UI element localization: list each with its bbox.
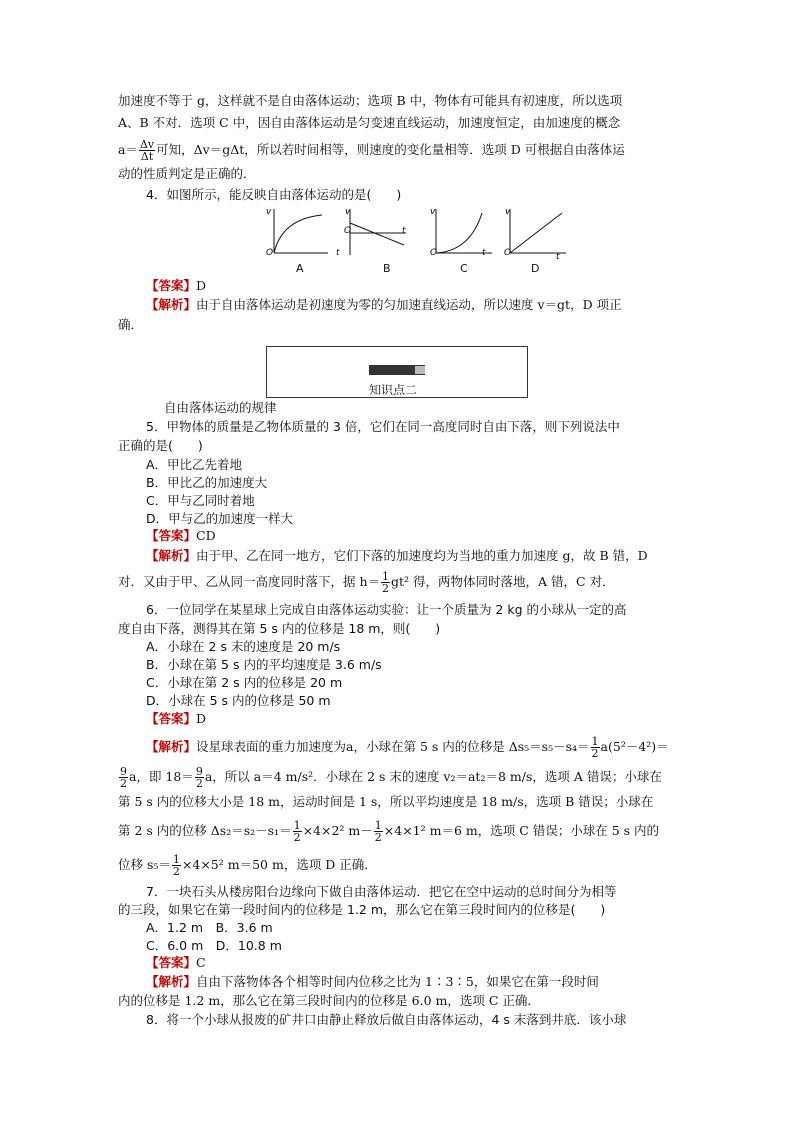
- question-4: 4．如图所示，能反映自由落体运动的是( ): [146, 187, 402, 202]
- explanation-4: 【解析】由于自由落体运动是初速度为零的匀加速直线运动，所以速度 v＝gt，D 项正: [146, 297, 622, 312]
- answer-7: 【答案】C: [146, 955, 206, 970]
- question-6: 6．一位同学在某星球上完成自由落体运动实验：让一个质量为 2 kg 的小球从一定的高: [146, 602, 627, 617]
- fraction: $\frac{1}{2}$: [591, 735, 599, 760]
- section-title: 自由落体运动的规律: [164, 400, 277, 415]
- answer-6: 【答案】D: [146, 711, 207, 726]
- text-line: 度自由下落，测得其在第 5 s 内的位移是 18 m，则( ): [118, 621, 441, 636]
- fraction: $\frac{1}{2}$: [293, 819, 301, 844]
- fraction: $\frac{9}{2}$: [120, 765, 127, 790]
- axis-t-label: t: [402, 226, 406, 236]
- axis-t-label: t: [482, 248, 486, 258]
- explanation-tag: 【解析】: [146, 297, 197, 312]
- axis-origin-label: O: [504, 248, 512, 258]
- axis-origin-label: O: [344, 226, 352, 236]
- options-cd: C．6.0 m D．10.8 m: [146, 938, 282, 953]
- answer-tag: 【答案】: [146, 528, 197, 543]
- answer-tag: 【答案】: [146, 278, 197, 293]
- text-line: 确．: [118, 317, 144, 332]
- explanation-tag: 【解析】: [146, 974, 197, 989]
- axis-v-label: v: [345, 207, 351, 217]
- axis-t-label: t: [336, 248, 340, 258]
- text-line: 加速度不等于 g，这样就不是自由落体运动；选项 B 中，物体有可能具有初速度，所以选项: [118, 93, 623, 108]
- answer-4: 【答案】D: [146, 278, 207, 293]
- text-line: 的三段，如果它在第一段时间内的位移是 1.2 m，那么它在第三段时间内的位移是( ): [118, 902, 606, 917]
- text-line: 动的性质判定是正确的．: [118, 166, 256, 181]
- option-a: A．小球在 2 s 末的速度是 20 m/s: [146, 639, 341, 654]
- axis-v-label: v: [505, 207, 511, 217]
- answer-tag: 【答案】: [146, 955, 197, 970]
- graph-label-b: B: [383, 262, 391, 275]
- option-a: A．甲比乙先着地: [146, 457, 243, 472]
- explanation-6: 【解析】设星球表面的重力加速度为a，小球在第 5 s 内的位移是 Δs₅＝s₅－s₄＝ $\frac{1}{2}$ a(5²－4²)＝: [146, 735, 669, 760]
- text-line: 对．又由于甲、乙从同一高度同时落下，据 h＝ $\frac{1}{2}$ gt² 得，两物体同时落地，A 错，C 对．: [118, 570, 615, 595]
- explanation-tag: 【解析】: [146, 739, 197, 754]
- text-line: a＝ $\frac{\Delta v}{\Delta t}$ 可知，Δv＝gΔt，所以若时间相等，则速度的变化量相等．选项 D 可根据自由落体运: [118, 138, 625, 163]
- section-label: 知识点二: [369, 383, 418, 397]
- answer-5: 【答案】CD: [146, 528, 216, 543]
- explanation-7: 【解析】自由下落物体各个相等时间内位移之比为 1∶3∶5，如果它在第一段时间: [146, 974, 599, 989]
- option-d: D．小球在 5 s 内的位移是 50 m: [146, 693, 331, 708]
- text-line: 第 2 s 内的位移 Δs₂＝s₂－s₁＝ $\frac{1}{2}$ ×4×2² m－ $\frac{1}{2}$ ×4×1² m＝6 m，选项 C 错误；小球在 5 s 内的: [118, 819, 660, 844]
- option-d: D．甲与乙的加速度一样大: [146, 511, 294, 526]
- graph-b: [344, 205, 414, 280]
- explanation-tag: 【解析】: [146, 548, 197, 563]
- option-b: B．小球在第 5 s 内的平均速度是 3.6 m/s: [146, 657, 382, 672]
- graph-label-d: D: [531, 262, 540, 275]
- fraction: $\frac{1}{2}$: [382, 570, 390, 595]
- fraction: $\frac{1}{2}$: [374, 819, 382, 844]
- section-bar-end: [415, 366, 425, 374]
- text-line: A、B 不对．选项 C 中，因自由落体运动是匀变速直线运动，加速度恒定，由加速度的概念: [118, 115, 621, 130]
- explanation-5: 【解析】由于甲、乙在同一地方，它们下落的加速度均为当地的重力加速度 g，故 B 错，D: [146, 548, 648, 563]
- axis-v-label: v: [266, 207, 272, 217]
- question-7: 7．一块石头从楼房阳台边缘向下做自由落体运动．把它在空中运动的总时间分为相等: [146, 884, 617, 899]
- question-8: 8．将一个小球从报废的矿井口由静止释放后做自由落体运动，4 s 末落到井底．该小球: [146, 1012, 627, 1027]
- fraction: $\frac{1}{2}$: [172, 853, 180, 878]
- question-5: 5．甲物体的质量是乙物体质量的 3 倍，它们在同一高度同时自由下落，则下列说法中: [146, 419, 620, 434]
- option-b: B．甲比乙的加速度大: [146, 475, 268, 490]
- options-ab: A．1.2 m B．3.6 m: [146, 920, 273, 935]
- option-c: C．甲与乙同时着地: [146, 493, 255, 508]
- text-line: 第 5 s 内的位移大小是 18 m，运动时间是 1 s，所以平均速度是 18 m/s，选项 B 错误；小球在: [118, 794, 654, 809]
- text-line: $\frac{9}{2}$ a，即 18＝ $\frac{9}{2}$ a，所以 a＝4 m/s²．小球在 2 s 末的速度 v₂＝at₂＝8 m/s，选项 A 错误；小球在: [120, 765, 662, 790]
- axis-origin-label: O: [430, 248, 438, 258]
- graph-label-c: C: [460, 262, 468, 275]
- axis-v-label: v: [430, 207, 436, 217]
- fraction: $\frac{9}{2}$: [195, 765, 203, 790]
- text-line: 内的位移是 1.2 m，那么它在第三段时间内的位移是 6.0 m，选项 C 正确．: [118, 993, 540, 1008]
- graph-label-a: A: [296, 262, 304, 275]
- text-line: 正确的是( ): [118, 438, 203, 453]
- option-c: C．小球在第 2 s 内的位移是 20 m: [146, 675, 343, 690]
- fraction: $\frac{\Delta v}{\Delta t}$: [139, 138, 155, 163]
- axis-t-label: t: [556, 252, 560, 262]
- answer-tag: 【答案】: [146, 711, 197, 726]
- text-line: 位移 s₅＝ $\frac{1}{2}$ ×4×5² m＝50 m，选项 D 正确．: [118, 853, 377, 878]
- axis-origin-label: O: [266, 248, 274, 258]
